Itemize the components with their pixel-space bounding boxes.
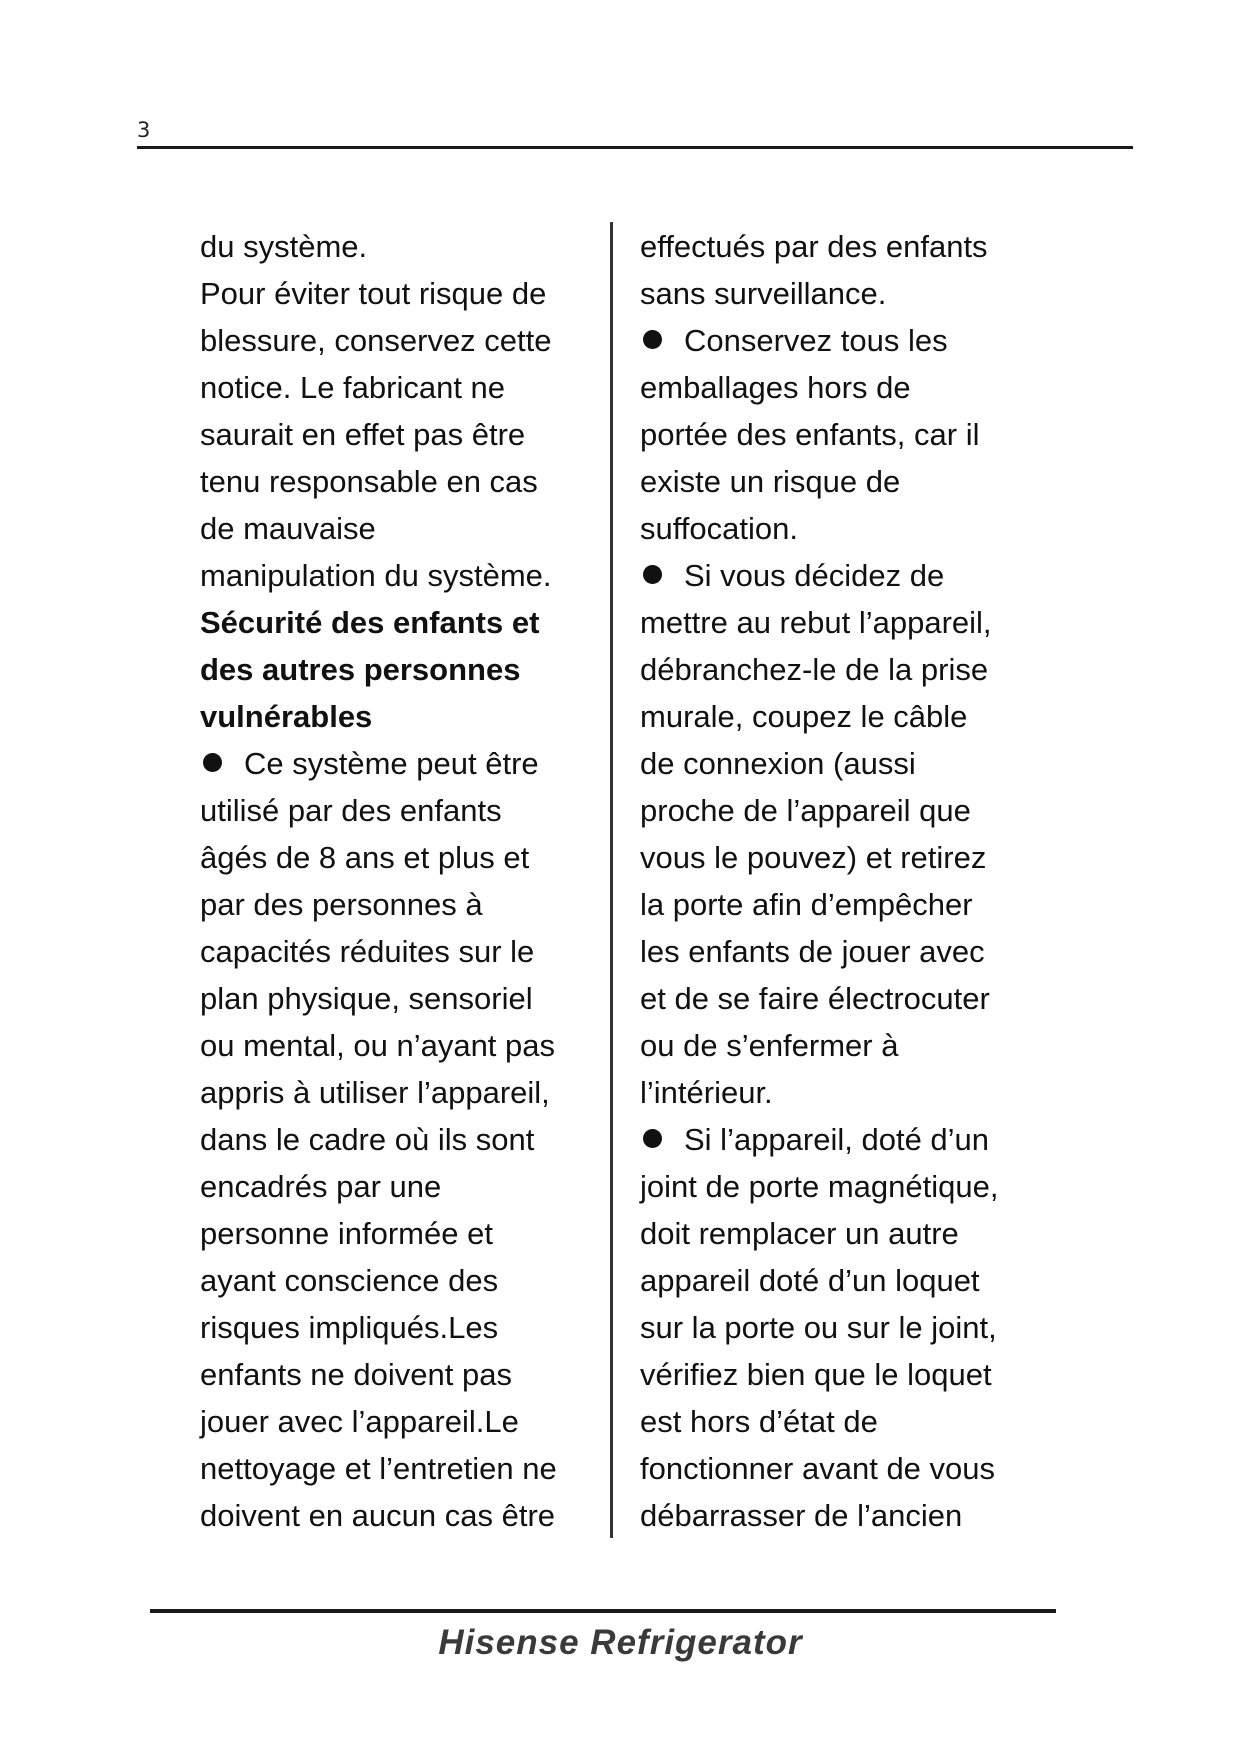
text-line bbox=[200, 834, 600, 881]
line-text: saurait en effet pas être bbox=[200, 417, 526, 452]
line-text: fonctionner avant de vous bbox=[640, 1451, 996, 1486]
text-line bbox=[640, 881, 1040, 928]
text-line bbox=[640, 270, 1040, 317]
line-text: nettoyage et l’entretien ne bbox=[200, 1451, 557, 1486]
text-line bbox=[200, 1022, 600, 1069]
text-line bbox=[200, 787, 600, 834]
text-line bbox=[640, 1398, 1040, 1445]
line-text: du système. bbox=[200, 229, 368, 264]
text-line bbox=[200, 270, 600, 317]
line-text: Si l’appareil, doté d’un bbox=[684, 1122, 990, 1157]
text-line bbox=[200, 552, 600, 599]
line-text: plan physique, sensoriel bbox=[200, 981, 533, 1016]
text-line bbox=[200, 317, 600, 364]
text-line bbox=[200, 1445, 600, 1492]
text-line bbox=[640, 1257, 1040, 1304]
line-text: enfants ne doivent pas bbox=[200, 1357, 512, 1392]
text-line bbox=[200, 223, 600, 270]
line-text: l’intérieur. bbox=[640, 1075, 773, 1110]
line-text: est hors d’état de bbox=[640, 1404, 878, 1439]
line-text: personne informée et bbox=[200, 1216, 493, 1251]
line-text: dans le cadre où ils sont bbox=[200, 1122, 535, 1157]
text-line bbox=[640, 1445, 1040, 1492]
line-text: blessure, conservez cette bbox=[200, 323, 552, 358]
text-line bbox=[200, 364, 600, 411]
line-text: utilisé par des enfants bbox=[200, 793, 502, 828]
bullet-icon bbox=[643, 565, 662, 584]
line-text: jouer avec l’appareil.Le bbox=[200, 1404, 519, 1439]
text-line bbox=[200, 1210, 600, 1257]
header-rule bbox=[137, 146, 1133, 149]
text-line bbox=[640, 1304, 1040, 1351]
line-text: débranchez-le de la prise bbox=[640, 652, 989, 687]
line-text: ayant conscience des bbox=[200, 1263, 499, 1298]
line-text: appareil doté d’un loquet bbox=[640, 1263, 980, 1298]
footer-rule bbox=[150, 1609, 1056, 1613]
text-line bbox=[640, 364, 1040, 411]
column-divider bbox=[610, 222, 613, 1538]
text-line bbox=[640, 223, 1040, 270]
right-column bbox=[640, 223, 1040, 1539]
line-text: emballages hors de bbox=[640, 370, 911, 405]
bullet-line bbox=[640, 317, 1040, 364]
text-line bbox=[200, 1398, 600, 1445]
line-text: encadrés par une bbox=[200, 1169, 442, 1204]
text-line bbox=[640, 975, 1040, 1022]
line-text: par des personnes à bbox=[200, 887, 483, 922]
line-text: ou de s’enfermer à bbox=[640, 1028, 899, 1063]
section-heading-line bbox=[200, 599, 600, 646]
bullet-line bbox=[640, 1116, 1040, 1163]
section-heading-line bbox=[200, 693, 600, 740]
line-text: vérifiez bien que le loquet bbox=[640, 1357, 992, 1392]
text-line bbox=[200, 1304, 600, 1351]
section-heading-line bbox=[200, 646, 600, 693]
line-text: risques impliqués.Les bbox=[200, 1310, 499, 1345]
text-line bbox=[200, 1492, 600, 1539]
line-text: appris à utiliser l’appareil, bbox=[200, 1075, 550, 1110]
text-line bbox=[200, 458, 600, 505]
text-line bbox=[200, 1351, 600, 1398]
bullet-icon bbox=[643, 330, 662, 349]
line-text: Si vous décidez de bbox=[684, 558, 945, 593]
text-line bbox=[200, 1069, 600, 1116]
line-text: vulnérables bbox=[200, 699, 373, 734]
text-line bbox=[640, 458, 1040, 505]
text-line bbox=[640, 599, 1040, 646]
text-line bbox=[640, 505, 1040, 552]
line-text: doit remplacer un autre bbox=[640, 1216, 959, 1251]
left-column bbox=[200, 223, 600, 1539]
text-line bbox=[200, 881, 600, 928]
text-line bbox=[640, 1351, 1040, 1398]
line-text: des autres personnes bbox=[200, 652, 521, 687]
text-line bbox=[200, 1116, 600, 1163]
text-line bbox=[200, 1163, 600, 1210]
line-text: mettre au rebut l’appareil, bbox=[640, 605, 992, 640]
text-line bbox=[200, 928, 600, 975]
text-line bbox=[640, 646, 1040, 693]
text-line bbox=[640, 834, 1040, 881]
text-line bbox=[640, 787, 1040, 834]
line-text: de mauvaise bbox=[200, 511, 376, 546]
line-text: la porte afin d’empêcher bbox=[640, 887, 973, 922]
line-text: âgés de 8 ans et plus et bbox=[200, 840, 530, 875]
text-line bbox=[200, 411, 600, 458]
line-text: effectués par des enfants bbox=[640, 229, 988, 264]
line-text: tenu responsable en cas bbox=[200, 464, 538, 499]
line-text: manipulation du système. bbox=[200, 558, 552, 593]
text-line bbox=[640, 693, 1040, 740]
line-text: sans surveillance. bbox=[640, 276, 887, 311]
line-text: capacités réduites sur le bbox=[200, 934, 535, 969]
text-line bbox=[640, 1210, 1040, 1257]
text-line bbox=[640, 928, 1040, 975]
line-text: sur la porte ou sur le joint, bbox=[640, 1310, 997, 1345]
line-text: débarrasser de l’ancien bbox=[640, 1498, 963, 1533]
text-line bbox=[640, 1492, 1040, 1539]
text-line bbox=[200, 505, 600, 552]
line-text: joint de porte magnétique, bbox=[640, 1169, 999, 1204]
line-text: Ce système peut être bbox=[244, 746, 539, 781]
line-text: Sécurité des enfants et bbox=[200, 605, 540, 640]
line-text: portée des enfants, car il bbox=[640, 417, 980, 452]
line-text: existe un risque de bbox=[640, 464, 901, 499]
line-text: suffocation. bbox=[640, 511, 798, 546]
text-line bbox=[200, 975, 600, 1022]
text-line bbox=[640, 1069, 1040, 1116]
line-text: notice. Le fabricant ne bbox=[200, 370, 506, 405]
text-line bbox=[200, 1257, 600, 1304]
bullet-line bbox=[640, 552, 1040, 599]
line-text: les enfants de jouer avec bbox=[640, 934, 985, 969]
line-text: vous le pouvez) et retirez bbox=[640, 840, 987, 875]
text-line bbox=[640, 411, 1040, 458]
line-text: Pour éviter tout risque de bbox=[200, 276, 547, 311]
line-text: murale, coupez le câble bbox=[640, 699, 968, 734]
text-line bbox=[640, 740, 1040, 787]
bullet-icon bbox=[203, 753, 222, 772]
page-number: 3 bbox=[137, 118, 151, 142]
line-text: ou mental, ou n’ayant pas bbox=[200, 1028, 556, 1063]
footer-brand-logo: Hisense Refrigerator bbox=[438, 1623, 803, 1662]
line-text: doivent en aucun cas être bbox=[200, 1498, 556, 1533]
text-line bbox=[640, 1163, 1040, 1210]
line-text: Conservez tous les bbox=[684, 323, 948, 358]
bullet-line bbox=[200, 740, 600, 787]
line-text: de connexion (aussi bbox=[640, 746, 916, 781]
line-text: proche de l’appareil que bbox=[640, 793, 971, 828]
line-text: et de se faire électrocuter bbox=[640, 981, 990, 1016]
bullet-icon bbox=[643, 1129, 662, 1148]
text-line bbox=[640, 1022, 1040, 1069]
